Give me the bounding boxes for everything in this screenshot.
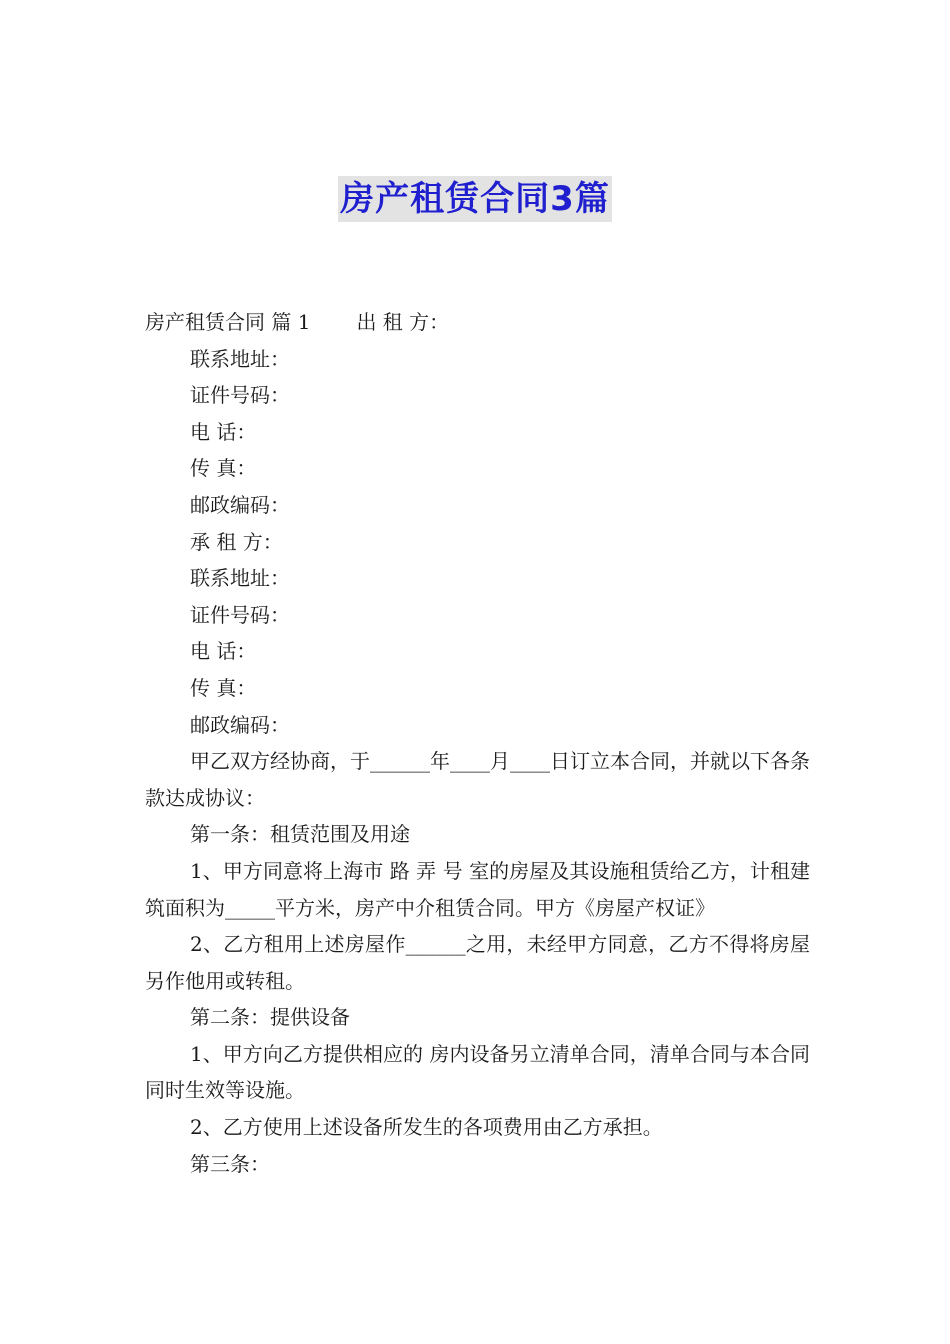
article-2-clause-2: 2、乙方使用上述设备所发生的各项费用由乙方承担。 — [190, 1115, 663, 1140]
document-body — [145, 304, 810, 1182]
section-heading: 房产租赁合同 篇 1 — [145, 310, 311, 334]
article-1-clause-2: 2、乙方租用上述房屋作______之用，未经甲方同意，乙方不得将房屋另作他用或转租。 — [145, 932, 810, 993]
lessor-label: 出 租 方： — [356, 310, 450, 334]
lessee-fax-label: 传 真： — [190, 675, 257, 700]
lessee-phone-label: 电 话： — [190, 639, 257, 664]
lessor-address-label: 联系地址： — [190, 346, 290, 371]
lessor-fax-label: 传 真： — [190, 456, 257, 481]
lessee-address-label: 联系地址： — [190, 566, 290, 591]
section-heading-line — [145, 304, 810, 341]
article-3-heading: 第三条： — [190, 1151, 270, 1176]
title-container — [0, 176, 950, 222]
article-2-clause-1: 1、甲方向乙方提供相应的 房内设备另立清单合同，清单合同与本合同同时生效等设施。 — [145, 1041, 810, 1103]
lessee-id-label: 证件号码： — [190, 602, 290, 627]
lessor-phone-label: 电 话： — [190, 419, 257, 444]
lessee-label: 承 租 方： — [190, 529, 283, 554]
document-title: 房产租赁合同3篇 — [338, 176, 612, 222]
lessor-id-label: 证件号码： — [190, 383, 290, 408]
lessor-postcode-label: 邮政编码： — [190, 492, 290, 517]
article-1-heading: 第一条：租赁范围及用途 — [190, 822, 410, 847]
agreement-paragraph: 甲乙双方经协商，于______年____月____日订立本合同，并就以下各条款达成协议： — [145, 749, 810, 810]
article-1-clause-1: 1、甲方同意将上海市 路 弄 号 室的房屋及其设施租赁给乙方，计租建筑面积为_____平方米，房产中介租赁合同。甲方《房屋产权证》 — [145, 858, 810, 920]
lessee-postcode-label: 邮政编码： — [190, 712, 290, 737]
article-2-heading: 第二条：提供设备 — [190, 1005, 350, 1030]
